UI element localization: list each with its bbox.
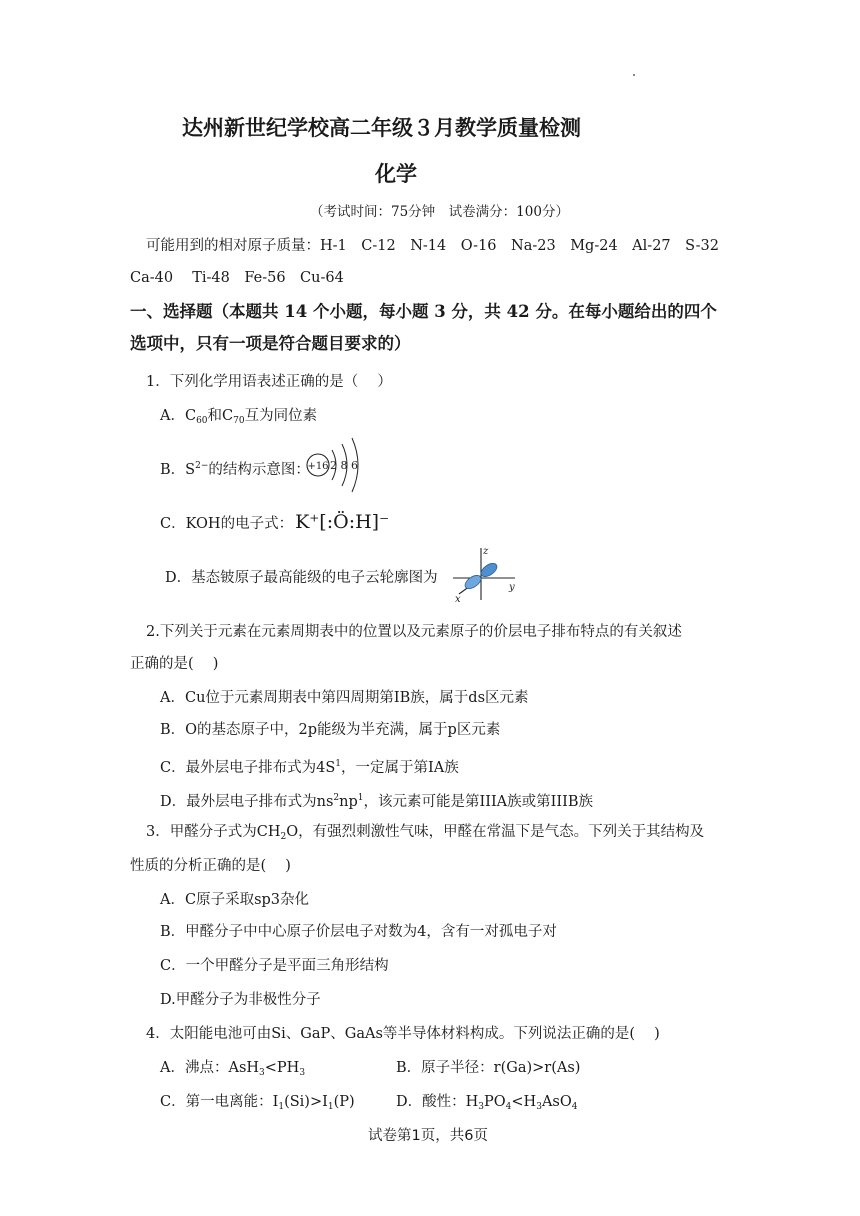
q1-a-text: A．C (160, 408, 197, 424)
q1-b-text: B．S (160, 462, 196, 478)
page-footer: 试卷第1页，共6页 (368, 1128, 488, 1144)
koh-electron-formula: K⁺[:Ö:H]⁻ (295, 511, 390, 533)
z-axis-label: z (483, 546, 489, 557)
q1-option-c (160, 512, 389, 534)
q1-a-sub2: 70 (233, 416, 245, 426)
q3-stem-suffix: O，有强烈刺激性气味，甲醛在常温下是气态。下列关于其结构及 (286, 824, 705, 840)
q4-d-text: D．酸性：H (396, 1094, 479, 1110)
q3-option-a: A．C原子采取sp3杂化 (160, 892, 310, 908)
section-heading-line-2: 选项中，只有一项是符合题目要求的） (130, 334, 411, 353)
q3-stem-sub: 2 (280, 832, 287, 842)
section-heading-line-1: 一、选择题（本题共 14 个小题，每小题 3 分，共 42 分。在每小题给出的四个 (130, 302, 717, 321)
nucleus-charge-label: +16 (307, 461, 329, 472)
q4-a-sub2: 3 (299, 1068, 306, 1078)
q1-c-text: C．KOH的电子式： (160, 516, 294, 532)
q3-stem-text: 3．甲醛分子式为CH (146, 824, 281, 840)
q4-c-mid: (Si)>I (284, 1094, 328, 1110)
q4-d-mid2: <H (511, 1094, 537, 1110)
q4-stem: 4．太阳能电池可由Si、GaP、GaAs等半导体材料构成。下列说法正确的是( ) (146, 1026, 660, 1042)
q1-option-a (160, 406, 317, 431)
subject-title: 化学 (375, 161, 417, 186)
q4-option-b: B．原子半径：r(Ga)>r(As) (396, 1060, 581, 1076)
q3-stem-line-1 (146, 822, 704, 847)
q4-c-sub2: 1 (327, 1102, 334, 1112)
q1-a-suffix: 互为同位素 (244, 408, 318, 424)
q4-a-text: A．沸点：AsH (160, 1060, 260, 1076)
p-orbital-diagram (447, 544, 521, 604)
q1-a-mid: 和C (207, 408, 234, 424)
q4-a-sub1: 3 (259, 1068, 265, 1078)
q1-stem: 1．下列化学用语表述正确的是（ ） (146, 374, 392, 390)
q2-c-suffix: ，一定属于第IA族 (341, 760, 459, 776)
q4-d-sub1: 3 (478, 1102, 485, 1112)
q2-option-a: A．Cu位于元素周期表中第四周期第IB族，属于ds区元素 (160, 690, 529, 706)
q4-c-sub1: 1 (278, 1102, 285, 1112)
electron-shell-counts: 2 8 6 (330, 459, 358, 472)
q3-option-b: B．甲醛分子中中心原子价层电子对数为4，含有一对孤电子对 (160, 924, 557, 940)
q2-d-suffix: ，该元素可能是第IIIA族或第IIIB族 (363, 794, 593, 810)
q1-b-sup: 2− (195, 461, 209, 471)
scan-speck (633, 74, 635, 76)
q4-option-a (160, 1058, 305, 1083)
q2-d-mid: np (339, 794, 358, 810)
q2-d-sup2: 1 (357, 793, 364, 803)
q1-b-suffix: 的结构示意图： (208, 462, 310, 478)
q4-c-text: C．第一电离能：I (160, 1094, 279, 1110)
q4-option-c (160, 1092, 355, 1117)
q2-option-b: B．O的基态原子中，2p能级为半充满，属于p区元素 (160, 722, 501, 738)
q3-option-d: D.甲醛分子为非极性分子 (160, 992, 321, 1008)
q2-d-text: D．最外层电子排布式为ns (160, 794, 334, 810)
exam-title: 达州新世纪学校高二年级３月教学质量检测 (182, 115, 581, 140)
q2-c-text: C．最外层电子排布式为4S (160, 760, 336, 776)
q3-option-c: C．一个甲醛分子是平面三角形结构 (160, 958, 389, 974)
q2-c-sup: 1 (335, 759, 341, 769)
q1-option-b (160, 456, 310, 480)
q2-stem-line-2: 正确的是( ) (130, 656, 219, 672)
atomic-mass-line-1: 可能用到的相对原子质量：H-1 C-12 N-14 O-16 Na-23 Mg-24 Al-27 S-32 (146, 238, 719, 254)
q4-d-sub2: 4 (505, 1102, 512, 1112)
q2-stem-line-1: 2.下列关于元素在元素周期表中的位置以及元素原子的价层电子排布特点的有关叙述 (146, 624, 682, 640)
q2-option-d (160, 788, 593, 812)
q4-d-sub4: 4 (571, 1102, 578, 1112)
exam-info: （考试时间：75分钟 试卷满分：100分） (310, 204, 569, 220)
atomic-mass-line-2: Ca-40 Ti-48 Fe-56 Cu-64 (130, 270, 344, 286)
q4-d-mid3: AsO (541, 1094, 572, 1110)
q4-d-sub3: 3 (536, 1102, 542, 1112)
q1-option-d: D．基态铍原子最高能级的电子云轮廓图为 (165, 570, 438, 586)
q2-d-sup1: 2 (333, 793, 340, 803)
x-axis-label: x (455, 594, 461, 604)
q4-a-mid: <PH (264, 1060, 300, 1076)
q4-option-d (396, 1092, 577, 1117)
q2-option-c (160, 754, 459, 778)
q1-a-sub1: 60 (196, 416, 208, 426)
y-axis-label: y (509, 582, 515, 593)
q3-stem-line-2: 性质的分析正确的是( ) (130, 858, 291, 874)
q4-d-mid1: PO (484, 1094, 506, 1110)
sulfide-ion-structure-diagram (302, 436, 374, 494)
q4-c-suffix: (P) (333, 1094, 355, 1110)
